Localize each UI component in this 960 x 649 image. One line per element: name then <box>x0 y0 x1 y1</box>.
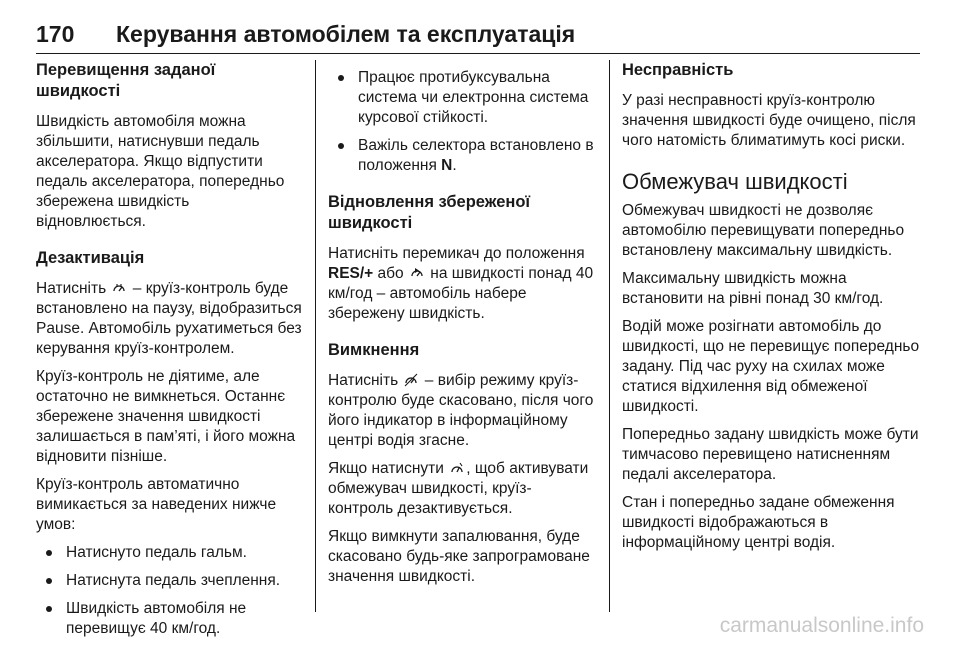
text: Працює протибуксувальна система чи електронна система курсової стійкості. <box>358 69 589 126</box>
heading-switch-off: Вимкнення <box>328 341 420 359</box>
text: Натисніть перемикач до положення <box>328 245 585 262</box>
gear-position-key: N <box>441 157 453 174</box>
paragraph-limiter-5: Стан і попередньо задане обмеження швидкості відображаються в інформаційному центрі водія. <box>622 494 895 551</box>
text: , щоб активувати обмежувач швидкості, круїз-контроль дезактивується. <box>328 460 589 517</box>
column-divider <box>315 60 316 612</box>
list-item <box>328 136 596 176</box>
paragraph-limiter-4: Попередньо задану швидкість може бути тимчасово перевищено натисненням педалі акселератора. <box>622 426 919 483</box>
page-number: 170 <box>36 21 75 47</box>
paragraph-auto-off: Круїз-контроль автоматично вимикається за наведених нижче умов: <box>36 476 277 533</box>
text: на швидкості понад 40 км/год – автомобіль набере збережену швидкість. <box>328 265 594 322</box>
bullet-icon <box>46 578 52 584</box>
text: Важіль селектора встановлено в положення <box>358 137 594 174</box>
paragraph-limiter-2: Максимальну швидкість можна встановити на рівні понад 30 км/год. <box>622 270 884 307</box>
text: Натисніть <box>328 372 399 389</box>
bullet-icon <box>338 143 344 149</box>
paragraph-deactivation <box>36 279 302 359</box>
column-2 <box>328 60 596 595</box>
page-title: Керування автомобілем та експлуатація <box>116 21 576 47</box>
text: або <box>377 265 404 282</box>
list-item <box>36 599 302 639</box>
list-item <box>36 543 302 563</box>
cruise-off-icon <box>404 373 418 387</box>
text: – вибір режиму круїз-контролю буде скасовано, після чого його індикатор в інформаційному центрі водія згасне. <box>328 372 594 449</box>
paragraph-limiter-switch <box>328 459 596 519</box>
auto-off-list-continued <box>328 68 596 176</box>
text: . <box>452 157 457 174</box>
paragraph-fault: У разі несправності круїз-контролю значення швидкості буде очищено, після чого натомість блиматимуть косі риски. <box>622 92 916 149</box>
list-item <box>36 571 302 591</box>
paragraph-limiter-1: Обмежувач швидкості не дозволяє автомобілю перевищувати попередньо встановлену максимальну швидкість. <box>622 202 905 259</box>
heading-speed-limiter: Обмежувач швидкості <box>622 169 848 194</box>
list-item <box>328 68 596 128</box>
heading-fault: Несправність <box>622 61 734 79</box>
bullet-icon <box>338 75 344 81</box>
header-rule <box>36 53 920 54</box>
column-divider <box>609 60 610 612</box>
paragraph-restore-speed <box>328 244 596 324</box>
paragraph-limiter-3: Водій може розігнати автомобіль до швидкості, що не перевищує попередньо задану. Під час руху на схилах може статися відхилення від обмеженої швидкості. <box>622 318 920 415</box>
auto-off-list <box>36 543 302 639</box>
paragraph-switch-off <box>328 371 596 451</box>
text: Натиснута педаль зчеплення. <box>66 572 281 589</box>
column-3 <box>622 60 922 561</box>
cruise-pause-icon <box>112 281 126 295</box>
text: Натисніть <box>36 280 107 297</box>
heading-restore-speed: Відновлення збереженої швидкості <box>328 193 531 232</box>
text: – круїз-контроль буде встановлено на паузу, відобразиться Pause. Автомобіль рухатиметься без керування круїз-контролем. <box>36 280 302 357</box>
paragraph-exceed-speed: Швидкість автомобіля можна збільшити, натиснувши педаль акселератора. Якщо відпустити педаль акселератора, попередньо збережена швидкість відновлюється. <box>36 113 285 230</box>
cruise-resume-icon <box>410 266 424 280</box>
bullet-icon <box>46 606 52 612</box>
watermark: carmanualsonline.info <box>719 614 924 637</box>
res-key: RES/+ <box>328 265 374 282</box>
paragraph-inactive: Круїз-контроль не діятиме, але остаточно не вимкнеться. Останнє збережене значення швидкості залишається в пам’яті, і його можна відновити пізніше. <box>36 368 296 465</box>
heading-deactivation: Дезактивація <box>36 249 145 267</box>
paragraph-ignition-off: Якщо вимкнути запалювання, буде скасовано будь-яке запрограмоване значення швидкості. <box>328 528 590 585</box>
speed-limiter-icon <box>450 461 464 475</box>
column-1 <box>36 60 302 649</box>
heading-exceed-speed: Перевищення заданої швидкості <box>36 61 216 100</box>
text: Якщо натиснути <box>328 460 444 477</box>
text: Натиснуто педаль гальм. <box>66 544 247 561</box>
bullet-icon <box>46 550 52 556</box>
text: Швидкість автомобіля не перевищує 40 км/год. <box>66 600 247 637</box>
page-header <box>36 0 920 54</box>
